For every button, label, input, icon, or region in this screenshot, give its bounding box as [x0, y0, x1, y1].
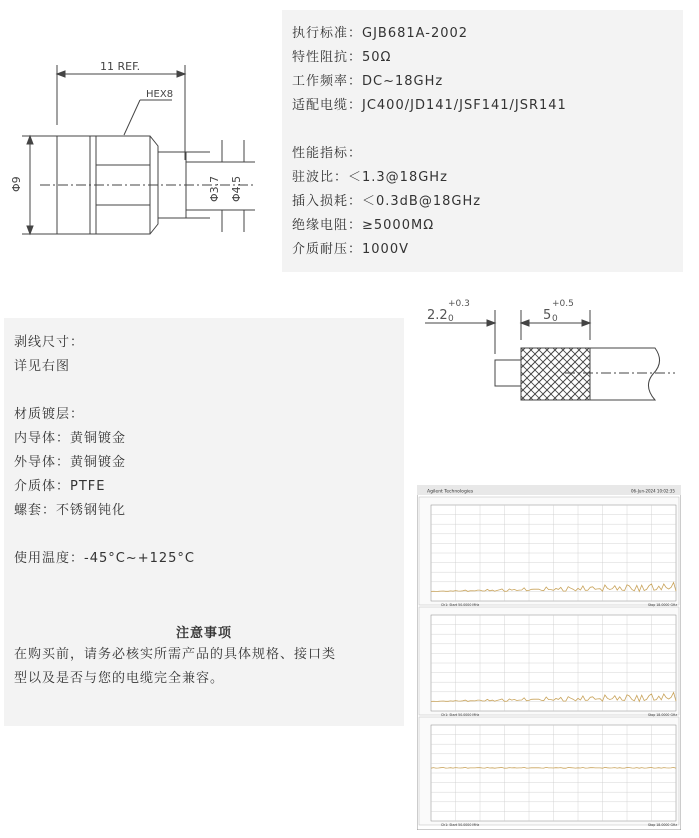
material-title: 材质镀层：: [14, 407, 85, 422]
dim1-tol: +0.3: [448, 299, 470, 309]
strip-drawing: [415, 290, 699, 430]
diam-b-label: Φ4.5: [230, 175, 243, 202]
spec-vswr: 驻波比：＜1.3@18GHz: [292, 170, 448, 185]
analyzer-svg: [417, 485, 681, 830]
trace-start-label: Ch1: Start 50.0000 MHz: [441, 713, 480, 717]
dim2-tol2: 0: [552, 314, 558, 324]
notice-title: 注意事项: [175, 626, 232, 641]
material-nut: 螺套：不锈钢钝化: [14, 503, 127, 518]
temperature: 使用温度：-45°C~+125°C: [14, 551, 195, 566]
diam-a-label: Φ3.7: [208, 175, 221, 202]
notice-line-2: 型以及是否与您的电缆完全兼容。: [14, 671, 225, 686]
spec-insulation: 绝缘电阻：≥5000MΩ: [292, 218, 435, 233]
spec-impedance: 特性阻抗：50Ω: [292, 50, 392, 65]
trace-stop-label: Stop 18.0000 GHz: [648, 713, 677, 717]
trace-stop-label: Stop 18.0000 GHz: [648, 603, 677, 607]
analyzer-panels: [419, 497, 679, 827]
dim2-tol: +0.5: [552, 299, 574, 309]
spec-cables: 适配电缆：JC400/JD141/JSF141/JSR141: [292, 98, 567, 113]
dim1-tol2: 0: [448, 314, 454, 324]
connector-svg: [0, 40, 280, 260]
length-label: 11 REF.: [100, 60, 141, 73]
strip-svg: [415, 290, 699, 430]
strip-note: 详见右图: [14, 359, 71, 374]
analyzer-brand: Agilent Technologies: [427, 489, 474, 495]
trace-start-label: Ch1: Start 50.0000 MHz: [441, 603, 480, 607]
dim2-label: 5: [543, 308, 552, 323]
spec-insertion-loss: 插入损耗：＜0.3dB@18GHz: [292, 194, 482, 209]
materials-panel: [4, 318, 404, 726]
trace-stop-label: Stop 18.0000 GHz: [648, 823, 677, 827]
notice-line-1: 在购买前，请务必核实所需产品的具体规格、接口类: [14, 647, 337, 662]
spec-standard: 执行标准：GJB681A-2002: [292, 26, 469, 41]
spec-withstand: 介质耐压：1000V: [292, 242, 409, 257]
diam-outer-label: Φ9: [10, 176, 23, 192]
dim1-label: 2.2: [427, 308, 448, 323]
spec-panel: [282, 10, 683, 272]
spec-perf-title: 性能指标：: [292, 146, 363, 161]
analyzer-date: 06-Jun-2024 10:02:35: [631, 488, 675, 494]
hex-label: HEX8: [146, 89, 174, 100]
material-outer: 外导体：黄铜镀金: [14, 455, 127, 470]
analyzer-screenshot: [417, 485, 681, 830]
material-dielectric: 介质体：PTFE: [14, 479, 106, 494]
material-inner: 内导体：黄铜镀金: [14, 431, 127, 446]
strip-title: 剥线尺寸：: [14, 335, 85, 350]
connector-drawing: [0, 40, 280, 260]
trace-start-label: Ch1: Start 50.0000 MHz: [441, 823, 480, 827]
spec-frequency: 工作频率：DC~18GHz: [292, 74, 444, 89]
